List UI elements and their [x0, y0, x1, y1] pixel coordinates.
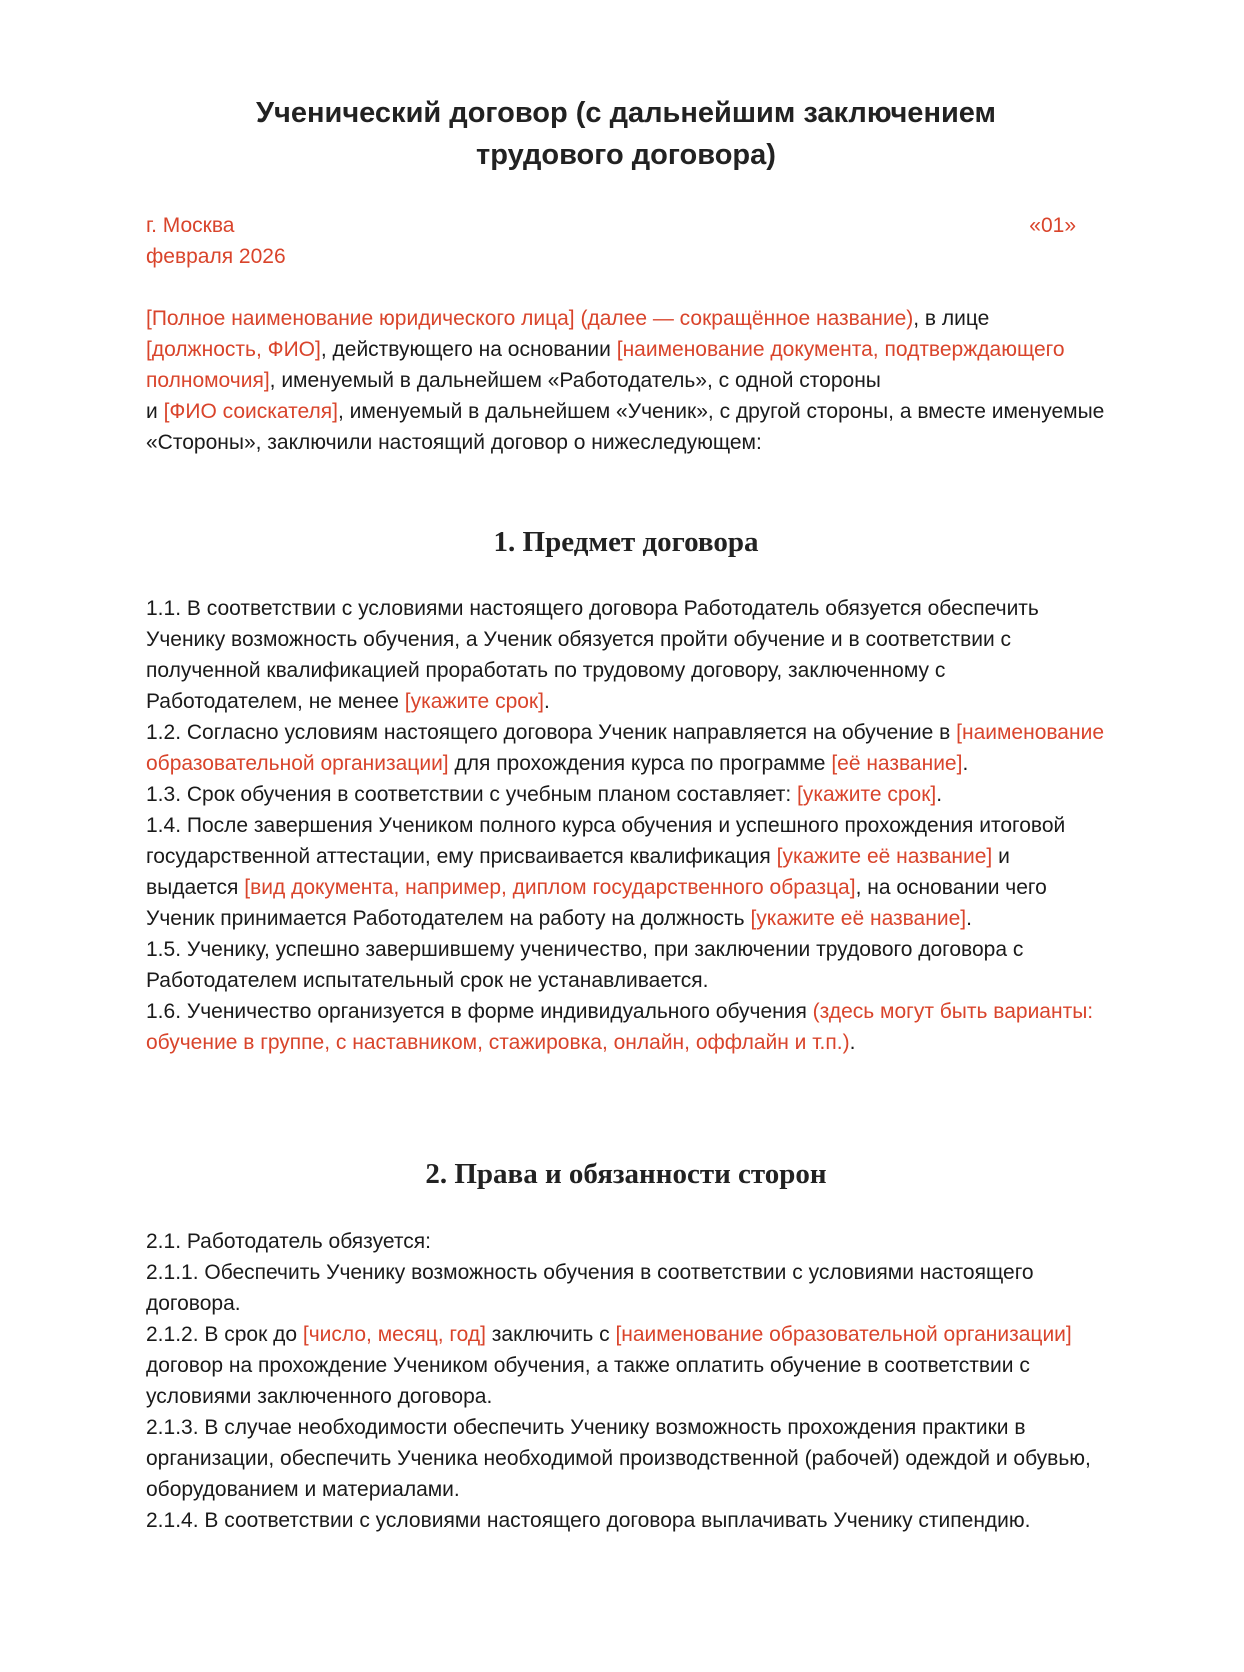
clause-text: .: [543, 690, 550, 713]
document-title-line-1: Ученический договор (с дальнейшим заключением: [256, 97, 996, 129]
placeholder-position: [укажите её название]: [750, 907, 967, 930]
section-2-body: [146, 1226, 1106, 1536]
placeholder-position-name: [должность, ФИО]: [146, 338, 321, 361]
section-1-title: 1. Предмет договора: [493, 526, 759, 558]
placeholder-program-name: [её название]: [831, 752, 963, 775]
intro-text: , действующего на основании: [320, 338, 617, 361]
intro-text: , в лице: [913, 307, 990, 330]
placeholder-document-type: [вид документа, например, диплом государственного образца]: [244, 876, 856, 899]
clause-text: и выдается: [146, 845, 1010, 899]
intro-text: , именуемый в дальнейшем «Ученик», с другой стороны, а вместе именуемые «Стороны», заключили настоящий договор о нижеследующем:: [146, 400, 1105, 454]
clause-2-1: 2.1. Работодатель обязуется:: [146, 1230, 431, 1253]
clause-text: 2.1.2. В срок до: [146, 1323, 303, 1346]
placeholder-applicant-name: [ФИО соискателя]: [163, 400, 338, 423]
placeholder-term: [укажите срок]: [797, 783, 937, 806]
clause-text: 1.2. Согласно условиям настоящего договора Ученик направляется на обучение в: [146, 721, 957, 744]
document-title: [146, 92, 1106, 176]
section-2-title: 2. Права и обязанности сторон: [425, 1158, 827, 1190]
clause-2-1-4: 2.1.4. В соответствии с условиями настоящего договора выплачивать Ученику стипендию.: [146, 1509, 1031, 1532]
intro-text: , именуемый в дальнейшем «Работодатель», с одной стороны: [269, 369, 881, 392]
clause-text: , на основании чего Ученик принимается Работодателем на работу на должность: [146, 876, 1047, 930]
clause-text: заключить с: [485, 1323, 616, 1346]
intro-text: и: [146, 400, 164, 423]
clause-text: .: [936, 783, 943, 806]
clause-text: 1.1. В соответствии с условиями настоящего договора Работодатель обязуется обеспечить Ученику возможность обучения, а Ученик обязуется пройти обучение и в соответствии с полученной квалификацией проработать по трудовому договору, заключенному с Работодателем, не менее: [146, 597, 1039, 713]
clause-1-5: 1.5. Ученику, успешно завершившему ученичество, при заключении трудового договора с Работодателем испытательный срок не устанавливается.: [146, 938, 1024, 992]
header-city: г. Москва: [146, 214, 235, 237]
clause-text: 1.3. Срок обучения в соответствии с учебным планом составляет:: [146, 783, 798, 806]
clause-2-1-3: 2.1.3. В случае необходимости обеспечить Ученику возможность прохождения практики в организации, обеспечить Ученика необходимой производственной (рабочей) одеждой и обувью, оборудованием и материалами.: [146, 1416, 1091, 1501]
section-1-body: [146, 593, 1106, 1058]
header-month-year: февраля 2026: [146, 245, 286, 268]
clause-text: договор на прохождение Учеником обучения, а также оплатить обучение в соответствии с условиями заключенного договора.: [146, 1354, 1030, 1408]
document-title-line-2: трудового договора): [476, 139, 776, 171]
clause-2-1-2: [146, 1319, 1106, 1412]
placeholder-authority-document: [наименование документа, подтверждающего полномочия]: [146, 338, 1065, 392]
clause-text: 1.6. Ученичество организуется в форме индивидуального обучения: [146, 1000, 813, 1023]
placeholder-education-org: [наименование образовательной организации]: [615, 1323, 1072, 1346]
clause-text: для прохождения курса по программе: [448, 752, 832, 775]
clause-1-3: [146, 779, 1106, 810]
clause-text: .: [966, 907, 972, 930]
clause-text: 1.4. После завершения Учеником полного курса обучения и успешного прохождения итоговой государственной аттестации, ему присваивается квалификация: [146, 814, 1066, 868]
clause-text: .: [962, 752, 969, 775]
clause-1-1: [146, 593, 1106, 717]
placeholder-qualification: [укажите её название]: [776, 845, 993, 868]
placeholder-education-org: [наименование образовательной организации]: [146, 721, 1104, 775]
placeholder-term: [укажите срок]: [404, 690, 544, 713]
placeholder-date: [число, месяц, год]: [302, 1323, 486, 1346]
clause-1-2: [146, 717, 1106, 779]
header-day: «01»: [1029, 214, 1076, 237]
intro-paragraph: [146, 303, 1106, 458]
clause-1-6: [146, 996, 1106, 1058]
placeholder-company-name: [Полное наименование юридического лица] (далее — сокращённое название): [146, 307, 914, 330]
clause-1-4: [146, 810, 1106, 934]
clause-text: .: [849, 1031, 856, 1054]
clause-2-1-1: 2.1.1. Обеспечить Ученику возможность обучения в соответствии с условиями настоящего договора.: [146, 1261, 1034, 1315]
placeholder-training-options: (здесь могут быть варианты: обучение в группе, с наставником, стажировка, онлайн, оффлайн и т.п.): [146, 1000, 1094, 1054]
